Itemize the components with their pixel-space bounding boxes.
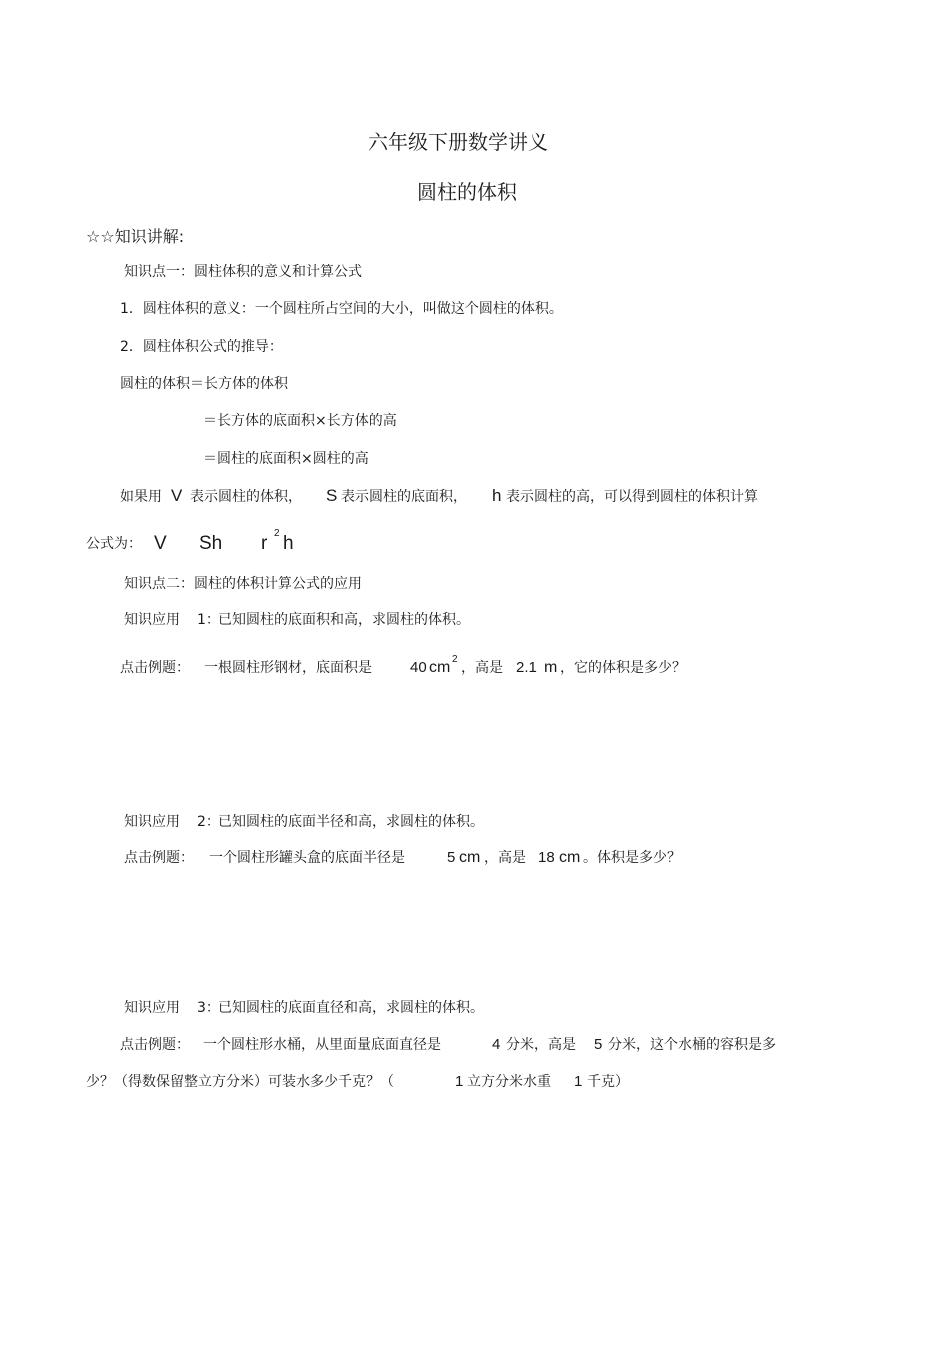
example-1-exponent: 2 [452,654,458,665]
example-3-part-1: 一个圆柱形水桶，从里面量底面直径是 [203,1037,441,1053]
example-3-line-2-a: 少？（得数保留整立方分米）可装水多少千克？（ [86,1074,394,1090]
application-1-label: 知识应用 [124,612,180,628]
variable-h: h [492,486,502,505]
example-3-part-3: 分米，这个水桶的容积是多 [608,1037,776,1053]
formula-v: V [154,533,167,554]
example-2-value-1: 5 [447,849,456,866]
example-2-value-2: 18 [538,849,555,866]
knowledge-point-2-title: 知识点二：圆柱的体积计算公式的应用 [124,576,362,592]
application-1-number: 1： [197,612,220,628]
example-2-part-3: 。体积是多少？ [583,850,681,866]
example-1-part-1: 一根圆柱形钢材，底面积是 [204,660,372,676]
example-3-part-2: 分米，高是 [506,1037,576,1053]
example-1-part-3: ，它的体积是多少？ [560,660,686,676]
application-2-text: 已知圆柱的底面半径和高，求圆柱的体积。 [218,814,484,830]
formula-exponent: 2 [274,528,280,539]
application-2-number: 2： [197,814,220,830]
example-1-part-2: ，高是 [461,660,503,676]
sentence-part-2: 表示圆柱的体积， [190,489,302,505]
knowledge-point-1-title: 知识点一：圆柱体积的意义和计算公式 [124,264,362,280]
example-3-value-2: 5 [594,1036,603,1053]
derivation-line-3: ＝圆柱的底面积×圆柱的高 [203,451,369,467]
sentence-part-4: 表示圆柱的高，可以得到圆柱的体积计算 [506,489,758,505]
example-2-unit-2: cm [559,849,581,866]
example-2-unit-1: cm [459,849,481,866]
example-2-part-2: ，高是 [484,850,526,866]
example-1-value-2: 2.1 [516,659,537,676]
derivation-line-2: ＝长方体的底面积×长方体的高 [203,413,397,429]
formula-r: r [261,533,268,554]
variable-s: S [326,486,338,505]
example-3-line-2-b: 立方分米水重 [467,1074,551,1090]
sentence-part-3: 表示圆柱的底面积， [341,489,467,505]
derivation-line-1: 圆柱的体积＝长方体的体积 [120,376,288,392]
example-3-value-4: 1 [574,1073,583,1090]
document-subtitle: 圆柱的体积 [417,180,517,204]
example-1-unit-1: cm [429,659,451,676]
formula-label: 公式为： [86,536,142,552]
example-1-value-1: 40 [410,659,427,676]
application-2-label: 知识应用 [124,814,180,830]
example-3-line-2-c: 千克） [587,1074,629,1090]
formula-h: h [283,533,294,554]
example-1-label: 点击例题： [120,660,190,676]
example-2-label: 点击例题： [124,850,194,866]
application-3-number: 3： [197,1000,220,1016]
example-3-value-1: 4 [492,1036,501,1053]
section-heading: ☆☆知识讲解: [86,227,185,246]
application-3-text: 已知圆柱的底面直径和高，求圆柱的体积。 [218,1000,484,1016]
example-3-label: 点击例题： [120,1037,190,1053]
document-title: 六年级下册数学讲义 [368,130,548,154]
application-1-text: 已知圆柱的底面积和高，求圆柱的体积。 [218,612,470,628]
sentence-part-1: 如果用 [120,489,162,505]
variable-v: V [171,486,183,505]
formula-sh: Sh [199,533,223,554]
application-3-label: 知识应用 [124,1000,180,1016]
example-3-value-3: 1 [455,1073,464,1090]
example-1-unit-2: m [544,659,558,676]
kp1-item-2: 2．圆柱体积公式的推导： [120,339,283,355]
example-2-part-1: 一个圆柱形罐头盒的底面半径是 [209,850,405,866]
kp1-item-1: 1．圆柱体积的意义：一个圆柱所占空间的大小，叫做这个圆柱的体积。 [120,301,563,317]
